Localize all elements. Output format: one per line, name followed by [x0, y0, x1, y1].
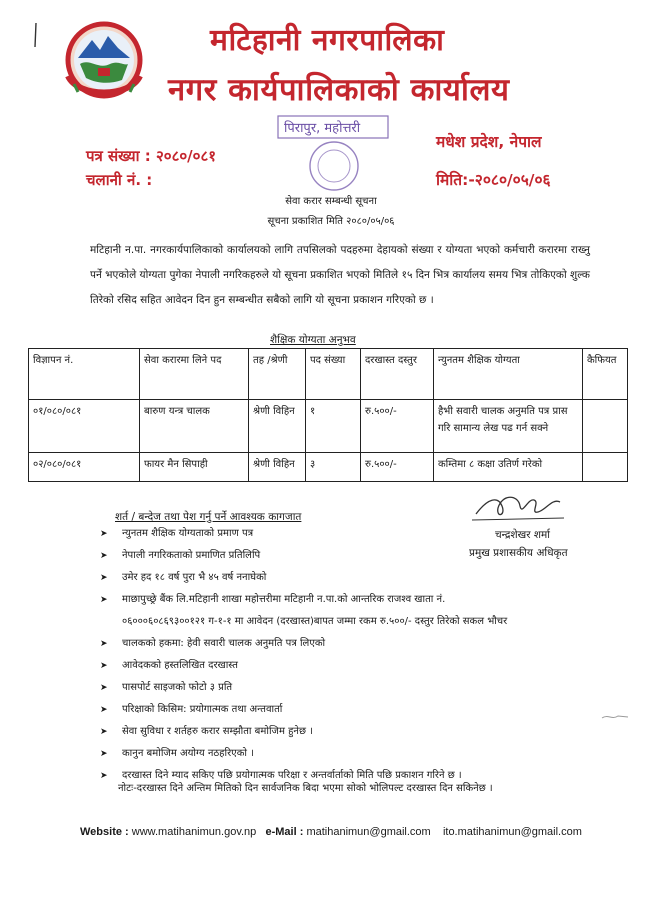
header-cell-qualification: न्युनतम शैक्षिक योग्यता: [434, 349, 583, 400]
dispatch-number: चलानी नं. :: [86, 171, 153, 189]
list-item: ➤ सेवा सुविधा र शर्तहरु करार सम्झौता बमोजिम हुनेछ ।: [100, 721, 540, 743]
stamp-text: पिरापुर, महोत्तरी: [284, 121, 361, 136]
list-item: ➤ दरखास्त दिने म्याद सकिए पछि प्रयोगात्मक परिक्षा र अन्तर्वार्ताको मिति पछि प्रकाशन गरिने छ ।: [100, 765, 540, 787]
notice-title: सेवा करार सम्बन्धी सूचना: [285, 196, 377, 207]
website-label: Website :: [80, 826, 129, 838]
nepal-government-emblem-icon: [58, 18, 150, 108]
cell-post: फायर मैन सिपाही: [140, 453, 249, 482]
table-header-row: [29, 349, 628, 400]
cell-remarks: [583, 400, 628, 453]
table-row: [29, 400, 628, 453]
list-item: ➤ नेपाली नगरिकताको प्रमाणित प्रतिलिपि: [100, 545, 540, 567]
vacancy-table: [28, 348, 628, 482]
cell-fee: रु.५००/-: [361, 400, 434, 453]
signatory-name: चन्द्रशेखर शर्मा: [495, 529, 550, 541]
list-item: ➤ पासपोर्ट साइजको फोटो ३ प्रति: [100, 677, 540, 699]
arrow-bullet-icon: ➤: [100, 595, 108, 605]
office-name: नगर कार्यपालिकाको कार्यालय: [168, 72, 510, 108]
cell-qualification: हैभी सवारी चालक अनुमति पत्र प्रास गरि सामान्य लेख पढ गर्न सक्ने: [434, 400, 583, 453]
cell-level: श्रेणी विहिन: [249, 400, 306, 453]
province-label: मधेश प्रदेश, नेपाल: [436, 133, 542, 151]
list-item: ➤ न्युनतम शैक्षिक योग्यताको प्रमाण पत्र: [100, 523, 540, 545]
list-item: ➤ चालकको हकमा: हेवी सवारी चालक अनुमति पत्र लिएको: [100, 633, 540, 655]
cell-fee: रु.५००/-: [361, 453, 434, 482]
header-cell-level: तह /श्रेणी: [249, 349, 306, 400]
arrow-bullet-icon: ➤: [100, 771, 108, 781]
header-cell-ad-no: विज्ञापन नं.: [29, 349, 140, 400]
requirements-title: शर्त / बन्देज तथा पेश गर्नु पर्ने आवश्यक कागजात: [115, 511, 302, 523]
arrow-bullet-icon: ➤: [100, 573, 108, 583]
arrow-bullet-icon: ➤: [100, 529, 108, 539]
cell-remarks: [583, 453, 628, 482]
arrow-bullet-icon: ➤: [100, 727, 108, 737]
header-cell-count: पद संख्या: [306, 349, 361, 400]
email-label: e-Mail :: [265, 826, 304, 838]
list-item: ➤ परिक्षाको किसिम: प्रयोगात्मक तथा अन्तवार्ता: [100, 699, 540, 721]
office-stamp: [274, 110, 392, 192]
arrow-bullet-icon: ➤: [100, 551, 108, 561]
letter-number: पत्र संख्या : २०८०/०८१: [86, 147, 217, 165]
email-link-it[interactable]: ito.matihanimun@gmail.com: [442, 826, 582, 838]
cell-post: बारुण यन्त्र चालक: [140, 400, 249, 453]
municipality-name: मटिहानी नगरपालिका: [210, 23, 445, 58]
arrow-bullet-icon: ➤: [100, 639, 108, 649]
website-link[interactable]: www.matihanimun.gov.np: [131, 826, 257, 838]
email-link-primary[interactable]: matihanimun@gmail.com: [306, 826, 431, 838]
cell-count: ३: [306, 453, 361, 482]
footer-contact: [80, 826, 582, 838]
notice-paragraph: मटिहानी न.पा. नगरकार्यपालिकाको कार्यालयको लागि तपसिलको पदहरुमा देहायको संख्या र योग्यता भएको कर्मचारी करारमा राख्नु पर्ने भएकोले योग्यता पुगेका नेपाली नगरिकहरुले यो सूचना प्रकाशित भएको मितिले १५ दिन भित्र कार्यालय समय भित्र तोकिएको शुल्क तिरेको रसिद सहित आवेदन दिन हुन सम्बन्धीत सबैको लागि यो सूचना प्रकाशन गरिएको छ ।: [90, 244, 590, 306]
notice-published-date: सूचना प्रकाशित मिति २०८०/०५/०६: [267, 216, 395, 227]
deadline-note: नोटः-दरखास्त दिने अन्तिम मितिको दिन सार्वजनिक बिदा भएमा सोको भोलिपल्ट दरखास्त दिन सकिनेछ ।: [118, 783, 493, 794]
table-title: शैक्षिक योग्यता अनुभव: [270, 334, 356, 346]
header-cell-remarks: कैफियत: [583, 349, 628, 400]
margin-pen-mark: [33, 22, 39, 48]
arrow-bullet-icon: ➤: [100, 683, 108, 693]
cell-count: १: [306, 400, 361, 453]
pen-scribble: [600, 712, 630, 725]
list-item: ➤ आवेदकको हस्तलिखित दरखास्त: [100, 655, 540, 677]
signatory-title: प्रमुख प्रशासकीय अधिकृत: [469, 547, 568, 559]
list-item: ➤ माछापुच्छ्रे बैंक लि.मटिहानी शाखा महोत्तरीमा मटिहानी न.पा.को आन्तरिक राजश्व खाता नं. ०६०००६०८६९३००१२१ ग-१-१ मा आवेदन (दरखास्त)बापत जम्मा रकम रु.५००/- दस्तुर तिरेको सकल भौचर: [100, 589, 540, 633]
table-row: [29, 453, 628, 482]
arrow-bullet-icon: ➤: [100, 705, 108, 715]
header-cell-post: सेवा करारमा लिने पद: [140, 349, 249, 400]
date-label: मिति:-२०८०/०५/०६: [436, 171, 551, 189]
signature-graphic: [468, 488, 568, 524]
arrow-bullet-icon: ➤: [100, 661, 108, 671]
cell-qualification: कम्तिमा ८ कक्षा उतिर्ण गरेको: [434, 453, 583, 482]
arrow-bullet-icon: ➤: [100, 749, 108, 759]
header-cell-fee: दरखास्त दस्तुर: [361, 349, 434, 400]
list-item: ➤ कानुन बमोजिम अयोग्य नठहरिएको ।: [100, 743, 540, 765]
list-item: ➤ उमेर हद १८ वर्ष पुरा भै ४५ वर्ष ननाघेको: [100, 567, 540, 589]
cell-ad-no: ०२/०८०/०८१: [29, 453, 140, 482]
cell-level: श्रेणी विहिन: [249, 453, 306, 482]
requirements-list: [100, 523, 540, 787]
cell-ad-no: ०१/०८०/०८१: [29, 400, 140, 453]
